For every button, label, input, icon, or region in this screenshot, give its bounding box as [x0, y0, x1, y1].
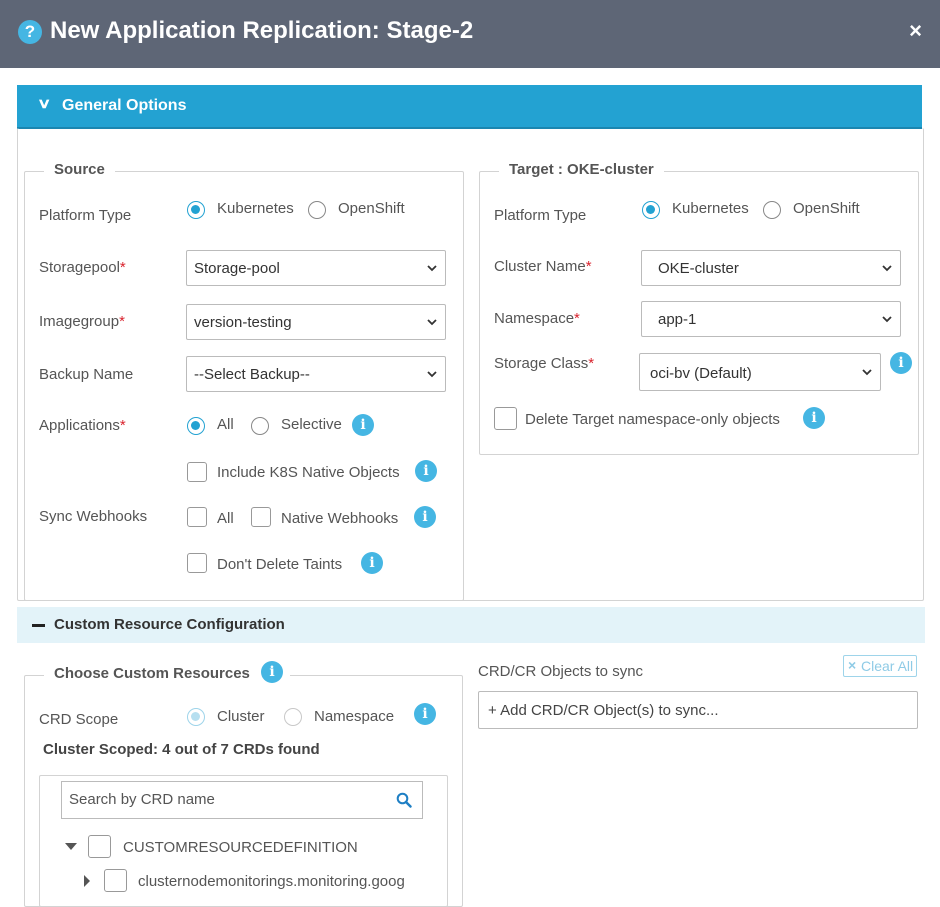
crd-search-placeholder: Search by CRD name	[69, 791, 215, 808]
close-icon[interactable]: ×	[909, 18, 922, 43]
target-legend: Target : OKE-cluster	[499, 161, 664, 178]
source-platform-kubernetes-label: Kubernetes	[217, 200, 294, 217]
crd-child-checkbox[interactable]	[104, 869, 127, 892]
source-legend: Source	[44, 161, 115, 178]
target-platform-kubernetes-label: Kubernetes	[672, 200, 749, 217]
applications-all-label: All	[217, 416, 234, 433]
target-platform-kubernetes-radio[interactable]	[642, 201, 660, 219]
applications-selective-label: Selective	[281, 416, 342, 433]
target-platform-openshift-radio[interactable]	[763, 201, 781, 219]
choose-custom-resources-legend: Choose Custom Resources	[44, 665, 290, 682]
namespace-label: Namespace*	[494, 310, 580, 327]
storage-class-select[interactable]	[639, 353, 881, 391]
delete-target-namespace-checkbox[interactable]	[494, 407, 517, 430]
general-options-label: General Options	[62, 97, 187, 114]
chevron-down-icon	[882, 314, 892, 324]
clear-all-label: Clear All	[861, 658, 914, 674]
clear-all-button[interactable]	[843, 655, 917, 677]
chevron-down-icon	[427, 369, 437, 379]
backup-name-label: Backup Name	[39, 366, 134, 383]
caret-down-icon[interactable]	[65, 842, 77, 852]
dont-delete-taints-checkbox[interactable]	[187, 553, 207, 573]
namespace-value: app-1	[658, 311, 697, 328]
info-icon[interactable]: i	[261, 661, 283, 683]
info-icon[interactable]: i	[890, 352, 912, 374]
source-platform-openshift-radio[interactable]	[308, 201, 326, 219]
crd-scope-namespace-radio[interactable]	[284, 708, 302, 726]
storage-class-value: oci-bv (Default)	[650, 365, 752, 382]
question-circle-icon[interactable]: ?	[18, 20, 42, 44]
namespace-select[interactable]	[641, 301, 901, 337]
cluster-name-select[interactable]	[641, 250, 901, 286]
applications-all-radio[interactable]	[187, 417, 205, 435]
imagegroup-select[interactable]	[186, 304, 446, 340]
info-icon[interactable]: i	[414, 506, 436, 528]
info-icon[interactable]: i	[415, 460, 437, 482]
applications-selective-radio[interactable]	[251, 417, 269, 435]
chevron-down-icon	[427, 263, 437, 273]
imagegroup-label: Imagegroup*	[39, 313, 125, 330]
storagepool-select[interactable]	[186, 250, 446, 286]
source-platform-kubernetes-radio[interactable]	[187, 201, 205, 219]
source-platform-openshift-label: OpenShift	[338, 200, 405, 217]
crd-root-checkbox[interactable]	[88, 835, 111, 858]
cluster-name-value: OKE-cluster	[658, 260, 739, 277]
delete-target-namespace-label: Delete Target namespace-only objects	[525, 411, 780, 428]
custom-resource-configuration-header[interactable]	[17, 607, 925, 643]
storage-class-label: Storage Class*	[494, 355, 595, 372]
sync-webhooks-label: Sync Webhooks	[39, 508, 148, 525]
source-platform-type-label: Platform Type	[39, 207, 132, 224]
crd-tree-root-label: CUSTOMRESOURCEDEFINITION	[123, 839, 358, 856]
search-icon[interactable]	[396, 792, 412, 808]
info-icon[interactable]: i	[361, 552, 383, 574]
include-k8s-native-label: Include K8S Native Objects	[217, 464, 400, 481]
backup-name-select[interactable]	[186, 356, 446, 392]
close-icon: ×	[848, 657, 857, 673]
general-options-header[interactable]	[17, 85, 922, 129]
dont-delete-taints-label: Don't Delete Taints	[217, 556, 343, 573]
crd-scope-label: CRD Scope	[39, 711, 119, 728]
chevron-down-icon	[882, 263, 892, 273]
storagepool-value: Storage-pool	[194, 260, 280, 277]
cluster-name-label: Cluster Name*	[494, 258, 592, 275]
crd-search-input[interactable]	[61, 781, 423, 819]
native-webhooks-checkbox[interactable]	[251, 507, 271, 527]
info-icon[interactable]: i	[352, 414, 374, 436]
webhooks-all-label: All	[217, 510, 234, 527]
crd-tree-child-label: clusternodemonitorings.monitoring.goog	[138, 873, 405, 890]
cluster-scoped-summary: Cluster Scoped: 4 out of 7 CRDs found	[43, 741, 320, 758]
crd-scope-namespace-label: Namespace	[314, 708, 395, 725]
native-webhooks-label: Native Webhooks	[281, 510, 399, 527]
webhooks-all-checkbox[interactable]	[187, 507, 207, 527]
dialog-title-bar	[0, 0, 940, 68]
collapse-minus-icon	[32, 624, 45, 627]
add-crd-object-input[interactable]	[478, 691, 918, 729]
info-icon[interactable]: i	[803, 407, 825, 429]
info-icon[interactable]: i	[414, 703, 436, 725]
chevron-down-icon	[427, 317, 437, 327]
chevron-down-icon: ∨	[36, 95, 52, 111]
chevron-down-icon	[862, 367, 872, 377]
custom-resource-configuration-label: Custom Resource Configuration	[54, 616, 285, 633]
crd-scope-cluster-radio[interactable]	[187, 708, 205, 726]
imagegroup-value: version-testing	[194, 314, 292, 331]
include-k8s-native-checkbox[interactable]	[187, 462, 207, 482]
storagepool-label: Storagepool*	[39, 259, 126, 276]
target-platform-type-label: Platform Type	[494, 207, 587, 224]
dialog-title: New Application Replication: Stage-2	[50, 17, 474, 44]
add-crd-object-placeholder: + Add CRD/CR Object(s) to sync...	[488, 702, 719, 719]
target-platform-openshift-label: OpenShift	[793, 200, 860, 217]
crd-objects-to-sync-label: CRD/CR Objects to sync	[478, 663, 644, 680]
crd-scope-cluster-label: Cluster	[217, 708, 265, 725]
caret-right-icon[interactable]	[83, 875, 91, 887]
backup-name-value: --Select Backup--	[194, 366, 310, 383]
applications-label: Applications*	[39, 417, 126, 434]
